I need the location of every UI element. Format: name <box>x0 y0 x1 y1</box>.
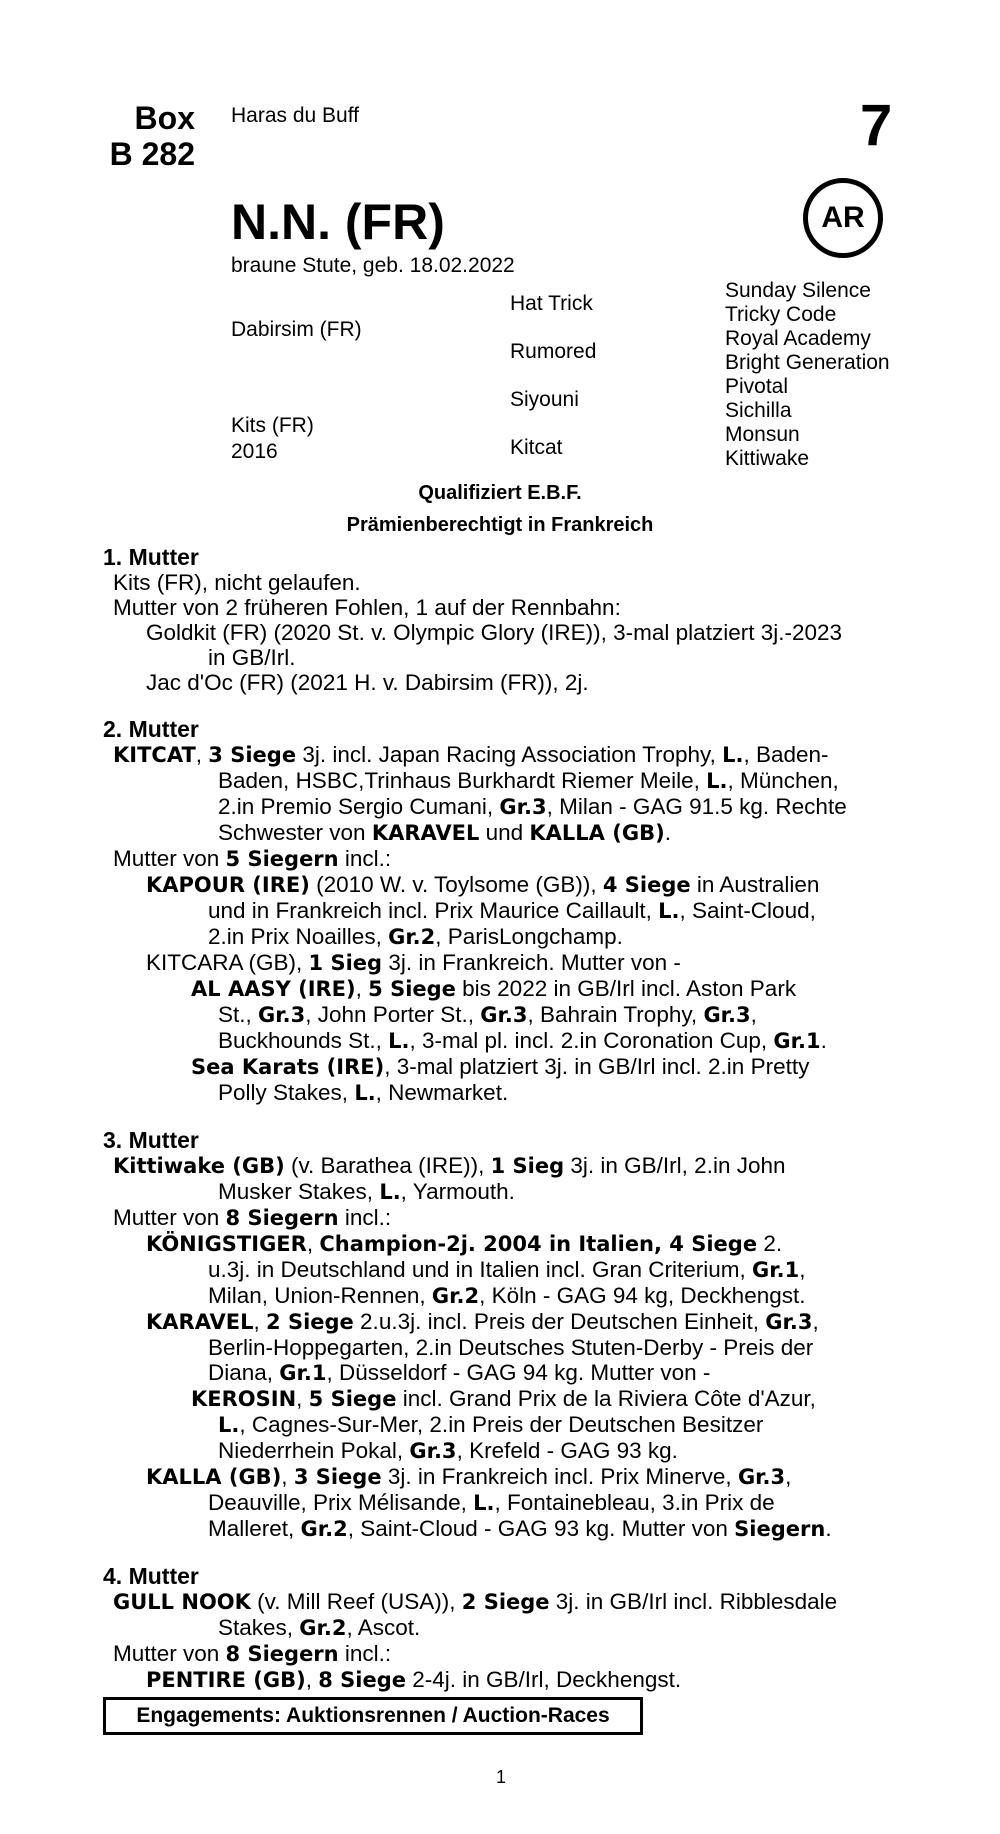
horse-name: N.N. (FR) <box>231 194 445 250</box>
page-number: 1 <box>496 1767 507 1787</box>
pedigree-grandparent: Siyouni <box>510 388 579 411</box>
pedigree-sire: Dabirsim (FR) <box>231 318 362 341</box>
pedigree-dam: Kits (FR) <box>231 414 314 437</box>
engagements-box: Engagements: Auktionsrennen / Auction-Races <box>103 1697 643 1735</box>
ar-badge: AR <box>803 178 883 258</box>
pedigree-great-grandparents: Sunday Silence Tricky Code Royal Academy Bright Generation Pivotal Sichilla Monsun Kittiwake <box>725 279 890 470</box>
pedigree-grandparent: Kitcat <box>510 436 563 459</box>
box-label: Box B 282 <box>75 100 195 172</box>
box-number: B 282 <box>109 136 195 172</box>
breeder: Haras du Buff <box>231 104 360 127</box>
catalogue-body: 1. Mutter Kits (FR), nicht gelaufen. Mutter von 2 früheren Fohlen, 1 auf der Rennbahn: Goldkit (FR) (2020 St. v. Olympic Glory (IRE)), 3-mal platziert 3j.-2023 in GB/Irl. Jac d'Oc (FR) (2021 H. v. Dabirsim (FR)), 2j. 2. Mutter KITCAT, 3 Siege 3j. incl. Japan Racing Association Trophy, L., Baden- Baden, HSBC,Trinhaus Burkhardt Riemer Meile, L., München, 2.in Premio Sergio Cumani, Gr.3, Milan - GAG 91.5 kg. Rechte Schwester von KARAVEL und KALLA (GB). Mutter von 5 Siegern incl.: KAPOUR (IRE) (2010 W. v. Toylsome (GB)), 4 Siege in Australien und in Frankreich incl. Prix Maurice Caillault, L., Saint-Cloud, 2.in Prix Noailles, Gr.2, ParisLongchamp. KITCARA (GB), 1 Sieg 3j. in Frankreich. Mutter von - AL AASY (IRE), 5 Siege bis 2022 in GB/Irl incl. Aston Park St., Gr.3, John Porter St., Gr.3, Bahrain Trophy, Gr.3, Buckhounds St., L., 3-mal pl. incl. 2.in Coronation Cup, Gr.1. Sea Karats (IRE), 3-mal platziert 3j. in GB/Irl incl. 2.in Pretty Polly Stakes, L., Newmarket. 3. Mutter Kittiwake (GB) (v. Barathea (IRE)), 1 Sieg 3j. in GB/Irl, 2.in John Musker Stakes, L., Yarmouth. Mutter von 8 Siegern incl.: KÖNIGSTIGER, Champion-2j. 2004 in Italien, 4 Siege 2. u.3j. in Deutschland und in Italien incl. Gran Criterium, Gr.1, Milan, Union-Rennen, Gr.2, Köln - GAG 94 kg, Deckhengst. KARAVEL, 2 Siege 2.u.3j. incl. Preis der Deutschen Einheit, Gr.3, Berlin-Hoppegarten, 2.in Deutsches Stuten-Derby - Preis der Diana, Gr.1, Düsseldorf - GAG 94 kg. Mutter von - KEROSIN, 5 Siege incl. Grand Prix de la Riviera Côte d'Azur, L., Cagnes-Sur-Mer, 2.in Preis der Deutschen Besitzer Niederrhein Pokal, Gr.3, Krefeld - GAG 93 kg. KALLA (GB), 3 Siege 3j. in Frankreich incl. Prix Minerve, Gr.3, Deauville, Prix Mélisande, L., Fontainebleau, 3.in Prix de Malleret, Gr.2, Saint-Cloud - GAG 93 kg. Mutter von Siegern. 4. Mutter GULL NOOK (v. Mill Reef (USA)), 2 Siege 3j. in GB/Irl incl. Ribblesdale Stakes, Gr.2, Ascot. Mutter von 8 Siegern incl.: PENTIRE (GB), 8 Siege 2-4j. in GB/Irl, Deckhengst. <box>103 544 847 1692</box>
lot-number: 7 <box>860 93 893 158</box>
pedigree-grandparent: Hat Trick <box>510 292 593 315</box>
qualification-ebf: Qualifiziert E.B.F. <box>418 482 582 504</box>
horse-description: braune Stute, geb. 18.02.2022 <box>231 254 515 277</box>
pedigree-dam-year: 2016 <box>231 440 278 463</box>
pedigree-grandparent: Rumored <box>510 340 597 363</box>
qualification-france: Prämienberechtigt in Frankreich <box>346 514 654 536</box>
